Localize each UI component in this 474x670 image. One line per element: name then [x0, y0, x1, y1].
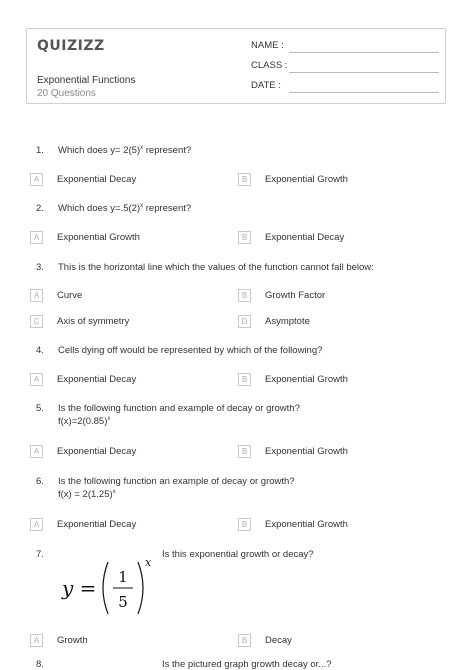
option-label: Exponential Decay — [57, 446, 137, 457]
formula-lhs: y = — [62, 576, 97, 600]
option-label: Growth Factor — [265, 290, 326, 301]
fraction-denominator: 5 — [118, 593, 128, 611]
question-8-partial — [36, 659, 332, 670]
question-text: Is the pictured graph growth decay or...? — [162, 659, 332, 670]
worksheet-title: Exponential Functions — [37, 75, 136, 86]
quizizz-logo: QUIZIZZ — [37, 38, 105, 54]
option-letter: B — [238, 518, 251, 531]
formula-exponent: x — [145, 556, 152, 569]
option-letter: B — [238, 173, 251, 186]
option-label: Axis of symmetry — [57, 316, 130, 327]
option-label: Exponential Growth — [265, 519, 348, 530]
function-text: $f(x)=2(0.85)^x$ — [58, 416, 111, 428]
left-paren — [103, 562, 108, 614]
option-label: Exponential Growth — [265, 446, 348, 457]
option-letter: A — [30, 445, 43, 458]
option-label: Exponential Growth — [265, 374, 348, 385]
option-letter: A — [30, 634, 43, 647]
option-letter: B — [238, 634, 251, 647]
question-number: 1. — [36, 145, 44, 156]
question-number: 8. — [36, 659, 44, 670]
option-label: Exponential Growth — [265, 174, 348, 185]
fraction-numerator: 1 — [118, 568, 128, 586]
question-text: Is the following function an example of decay or growth? — [58, 476, 295, 487]
date-label: DATE : — [251, 80, 281, 91]
question-text: This is the horizontal line which the values of the function cannot fall below: — [58, 262, 374, 273]
worksheet-header — [26, 28, 446, 104]
question-text: Which does $y=.5(2)^x$ represent? — [58, 203, 192, 215]
option-letter: A — [30, 373, 43, 386]
option-label: Exponential Decay — [57, 519, 137, 530]
question-number: 5. — [36, 403, 44, 414]
question-count: 20 Questions — [37, 88, 96, 99]
option-label: Curve — [57, 290, 83, 301]
question-number: 4. — [36, 345, 44, 356]
fraction-graphic — [62, 556, 152, 620]
option-label: Exponential Decay — [57, 374, 137, 385]
question-text: Which does $y= 2(5)^x$ represent? — [58, 145, 192, 157]
class-line — [289, 72, 439, 73]
option-letter: A — [30, 231, 43, 244]
date-line — [289, 92, 439, 93]
exponential-formula — [62, 556, 152, 620]
option-label: Exponential Decay — [57, 174, 137, 185]
question-number: 6. — [36, 476, 44, 487]
name-field[interactable] — [251, 40, 439, 54]
option-letter: C — [30, 315, 43, 328]
option-label: Exponential Growth — [57, 232, 140, 243]
question-7-text: Is this exponential growth or decay? — [162, 549, 314, 560]
question-text: Cells dying off would be represented by which of the following? — [58, 345, 323, 356]
option-letter: A — [30, 173, 43, 186]
class-label: CLASS : — [251, 60, 288, 71]
option-label: Decay — [265, 635, 292, 646]
option-letter: B — [238, 289, 251, 302]
option-letter: A — [30, 518, 43, 531]
option-label: Exponential Decay — [265, 232, 345, 243]
question-number: 2. — [36, 203, 44, 214]
right-paren — [138, 562, 143, 614]
name-line — [289, 52, 439, 53]
option-letter: A — [30, 289, 43, 302]
option-label: Growth — [57, 635, 88, 646]
date-field[interactable] — [251, 80, 439, 94]
option-label: Asymptote — [265, 316, 310, 327]
option-letter: D — [238, 315, 251, 328]
option-letter: B — [238, 231, 251, 244]
name-label: NAME : — [251, 40, 284, 51]
question-text: Is the following function and example of decay or growth? — [58, 403, 300, 414]
question-number: 3. — [36, 262, 44, 273]
option-letter: B — [238, 373, 251, 386]
function-text: $f(x) = 2(1.25)^x$ — [58, 489, 116, 501]
class-field[interactable] — [251, 60, 439, 74]
question-number: 7. — [36, 549, 44, 560]
option-letter: B — [238, 445, 251, 458]
